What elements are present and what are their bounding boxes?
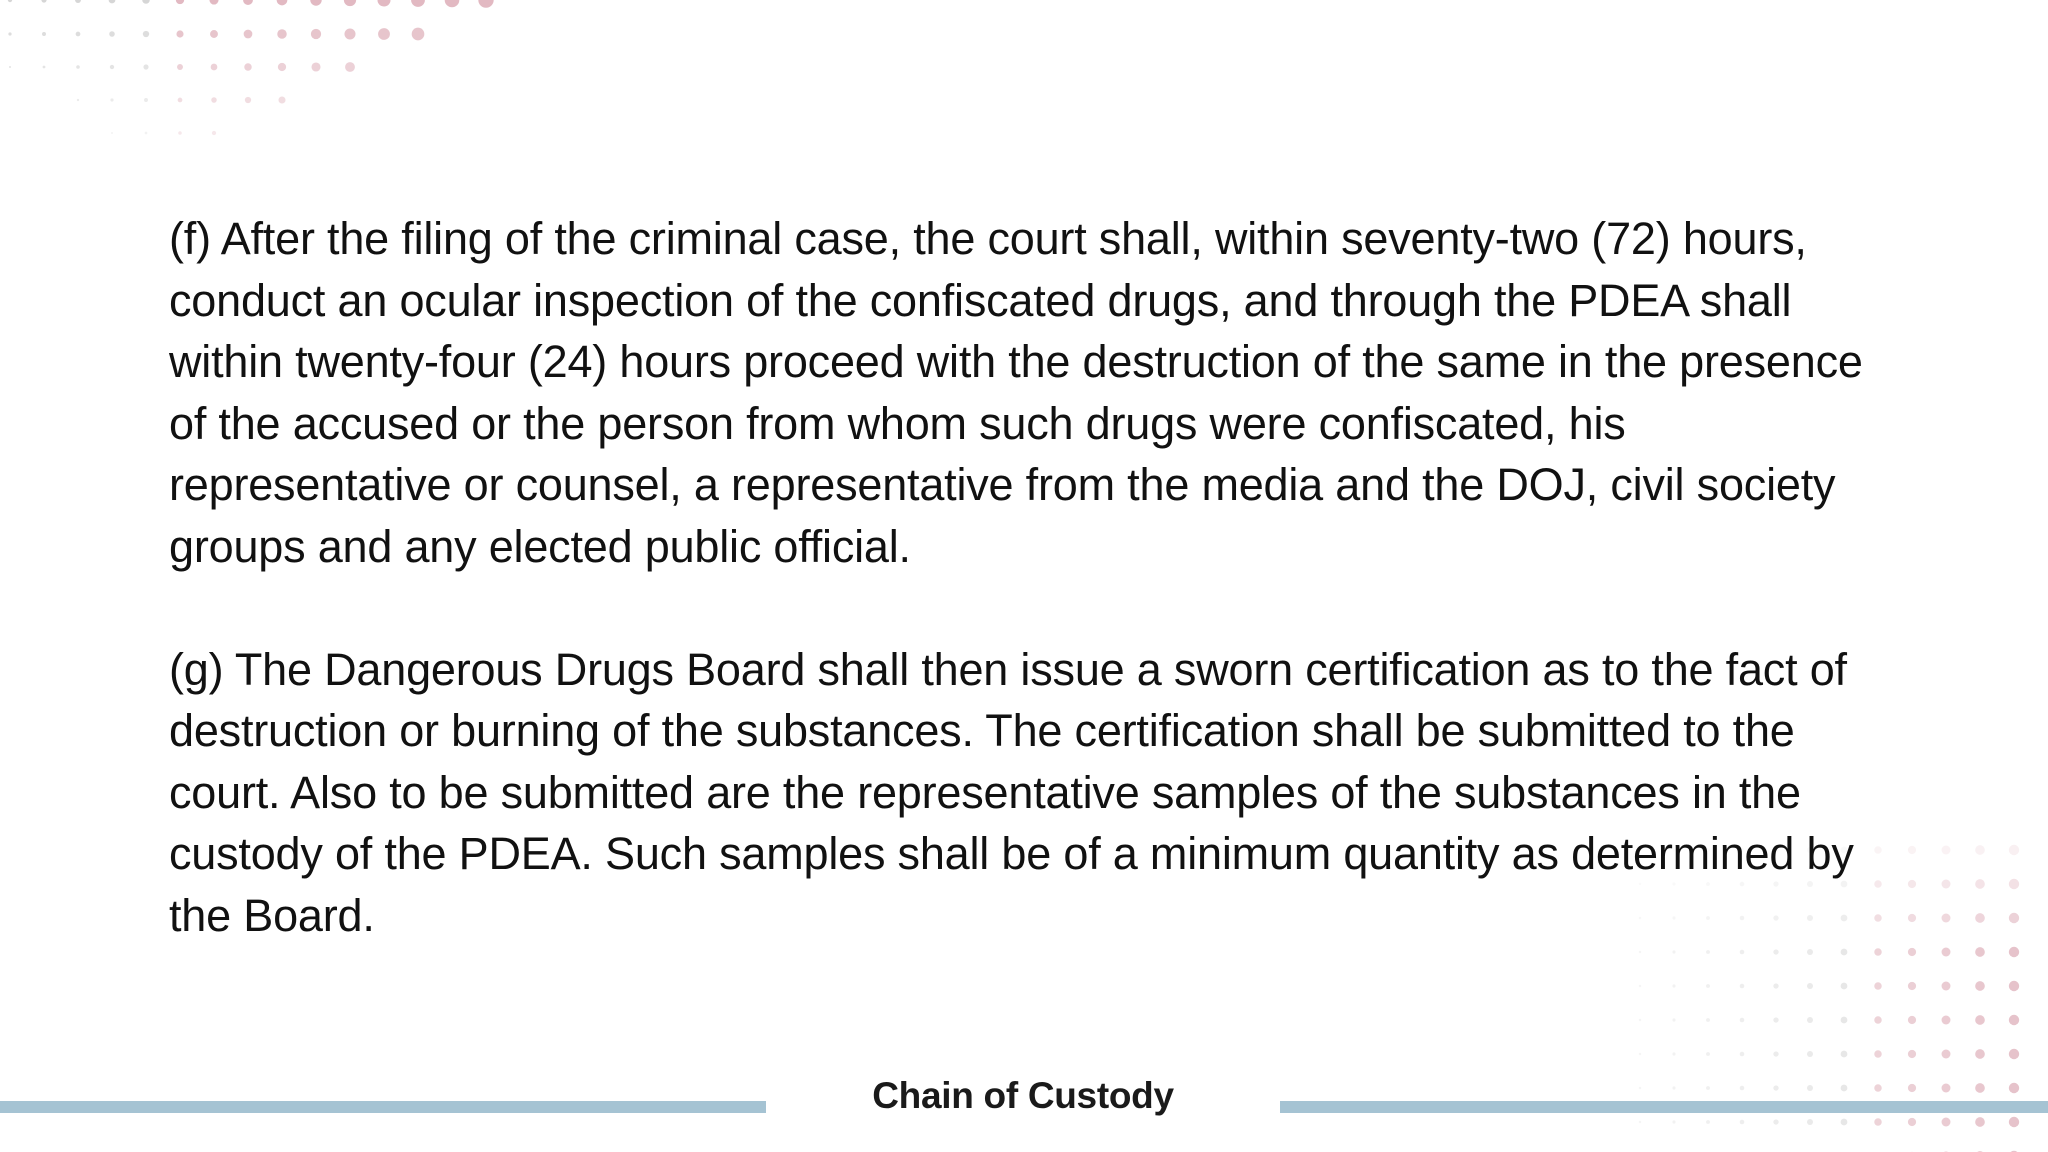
footer-title: Chain of Custody [872,1075,1174,1116]
decorative-dot-pattern-top-left [0,0,520,150]
paragraph-g: (g) The Dangerous Drugs Board shall then issue a sworn certification as to the fact of destruction or burning of the substances. The certification shall be submitted to the court. Also to be submitted are the representative samples of the substances in the custody of the PDEA. Such samples shall be of a minimum quantity as determined by the Board. [169,643,1854,941]
paragraph-f: (f) After the filing of the criminal case, the court shall, within seventy-two (72) hours, conduct an ocular inspection of the confiscated drugs, and through the PDEA shall within twenty-four (24) hours proceed with the destruction of the same in the presence of the accused or the person from whom such drugs were confiscated, his representative or counsel, a representative from the media and the DOJ, civil society groups and any elected public official. [169,213,1863,572]
slide-body [169,208,1889,946]
footer-rule-right [1280,1101,2048,1113]
footer-rule-left [0,1101,766,1113]
